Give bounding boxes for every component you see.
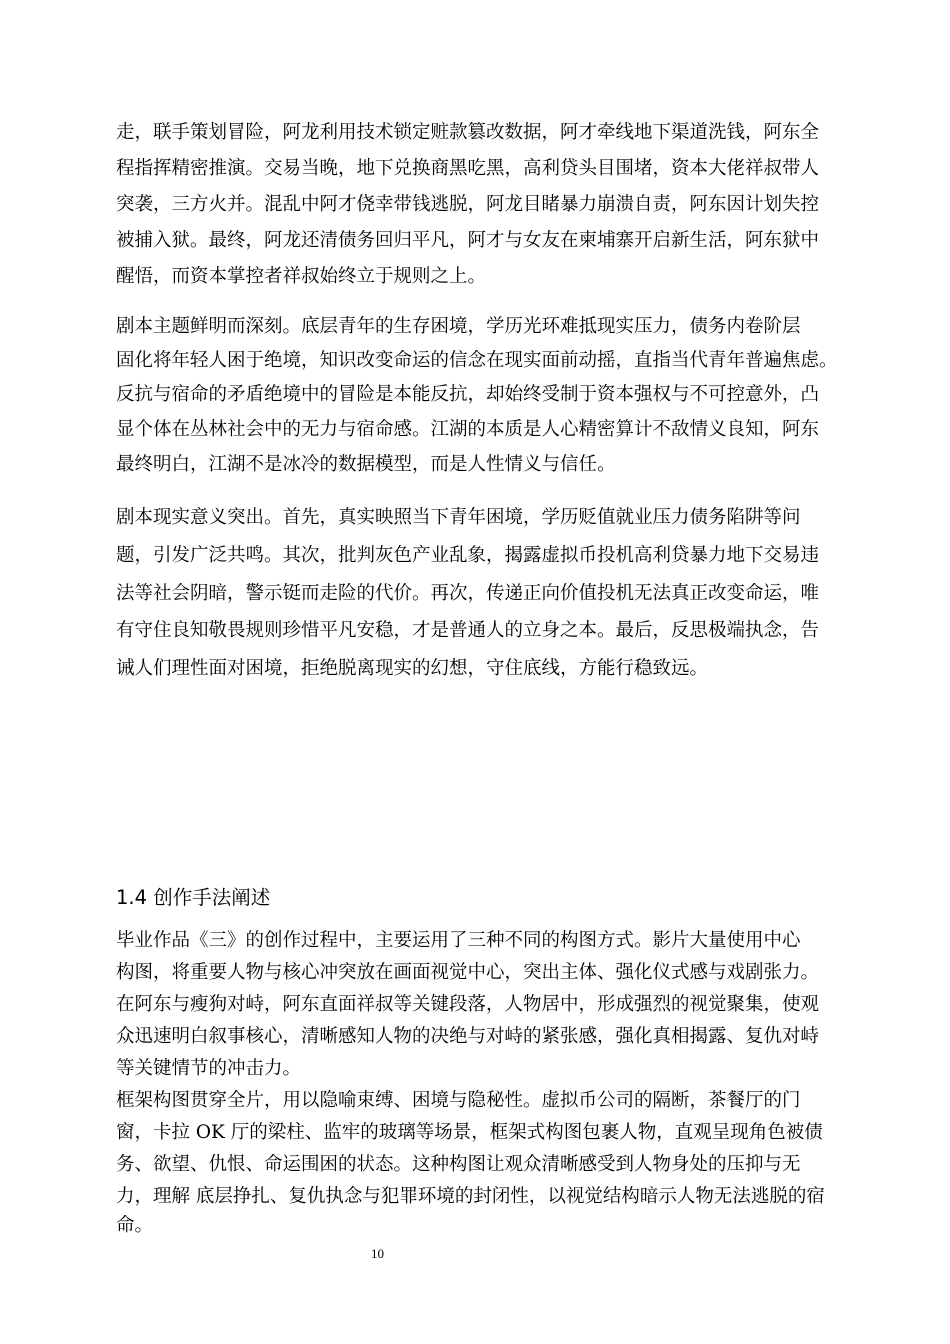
text-line: 构图，将重要人物与核心冲突放在画面视觉中心，突出主体、强化仪式感与戏剧张力。	[116, 962, 820, 983]
text-line: 命。	[116, 1215, 154, 1236]
text-line: 反抗与宿命的矛盾绝境中的冒险是本能反抗，却始终受制于资本强权与不可控意外，凸	[116, 384, 820, 405]
text-line: 题，引发广泛共鸣。其次，批判灰色产业乱象，揭露虚拟币投机高利贷暴力地下交易违	[116, 545, 820, 566]
text-line: 醒悟，而资本掌控者祥叔始终立于规则之上。	[116, 266, 487, 287]
text-line: 走，联手策划冒险，阿龙利用技术锁定赃款篡改数据，阿才牵线地下渠道洗钱，阿东全	[116, 122, 820, 143]
text-line: 被捕入狱。最终，阿龙还清债务回归平凡，阿才与女友在柬埔寨开启新生活，阿东狱中	[116, 230, 820, 251]
text-line: 最终明白，江湖不是冰冷的数据模型，而是人性情义与信任。	[116, 454, 616, 475]
page-number: 10	[371, 1246, 384, 1261]
text-line: 法等社会阴暗，警示铤而走险的代价。再次，传递正向价值投机无法真正改变命运，唯	[116, 583, 820, 604]
text-line: 力，理解 底层挣扎、复仇执念与犯罪环境的封闭性，以视觉结构暗示人物无法逃脱的宿	[116, 1186, 825, 1207]
text-line: 务、欲望、仇恨、命运围困的状态。这种构图让观众清晰感受到人物身处的压抑与无	[116, 1154, 801, 1175]
text-line: 框架构图贯穿全片，用以隐喻束缚、困境与隐秘性。虚拟币公司的隔断，茶餐厅的门	[116, 1090, 801, 1111]
text-line: 众迅速明白叙事核心，清晰感知人物的决绝与对峙的紧张感，强化真相揭露、复仇对峙	[116, 1026, 820, 1047]
text-line: 毕业作品《三》的创作过程中，主要运用了三种不同的构图方式。影片大量使用中心	[116, 930, 801, 951]
text-line: 突袭，三方火并。混乱中阿才侥幸带钱逃脱，阿龙目睹暴力崩溃自责，阿东因计划失控	[116, 194, 820, 215]
text-line: 固化将年轻人困于绝境，知识改变命运的信念在现实面前动摇，直指当代青年普遍焦虑。	[116, 350, 838, 371]
text-line: 诫人们理性面对困境，拒绝脱离现实的幻想，守住底线，方能行稳致远。	[116, 658, 709, 679]
text-line: 剧本主题鲜明而深刻。底层青年的生存困境，学历光环难抵现实压力，债务内卷阶层	[116, 316, 801, 337]
text-line: 程指挥精密推演。交易当晚，地下兑换商黑吃黑，高利贷头目围堵，资本大佬祥叔带人	[116, 158, 820, 179]
text-line: 剧本现实意义突出。首先，真实映照当下青年困境，学历贬值就业压力债务陷阱等问	[116, 507, 801, 528]
text-line: 等关键情节的冲击力。	[116, 1058, 302, 1079]
text-line: 显个体在丛林社会中的无力与宿命感。江湖的本质是人心精密算计不敌情义良知，阿东	[116, 419, 820, 440]
text-line: 在阿东与瘦狗对峙，阿东直面祥叔等关键段落，人物居中，形成强烈的视觉聚集，使观	[116, 994, 820, 1015]
section-heading: 1.4 创作手法阐述	[116, 886, 271, 909]
text-line: 窗，卡拉 OK 厅的梁柱、监牢的玻璃等场景，框架式构图包裹人物，直观呈现角色被债	[116, 1122, 823, 1143]
text-line: 有守住良知敬畏规则珍惜平凡安稳，才是普通人的立身之本。最后，反思极端执念，告	[116, 620, 820, 641]
